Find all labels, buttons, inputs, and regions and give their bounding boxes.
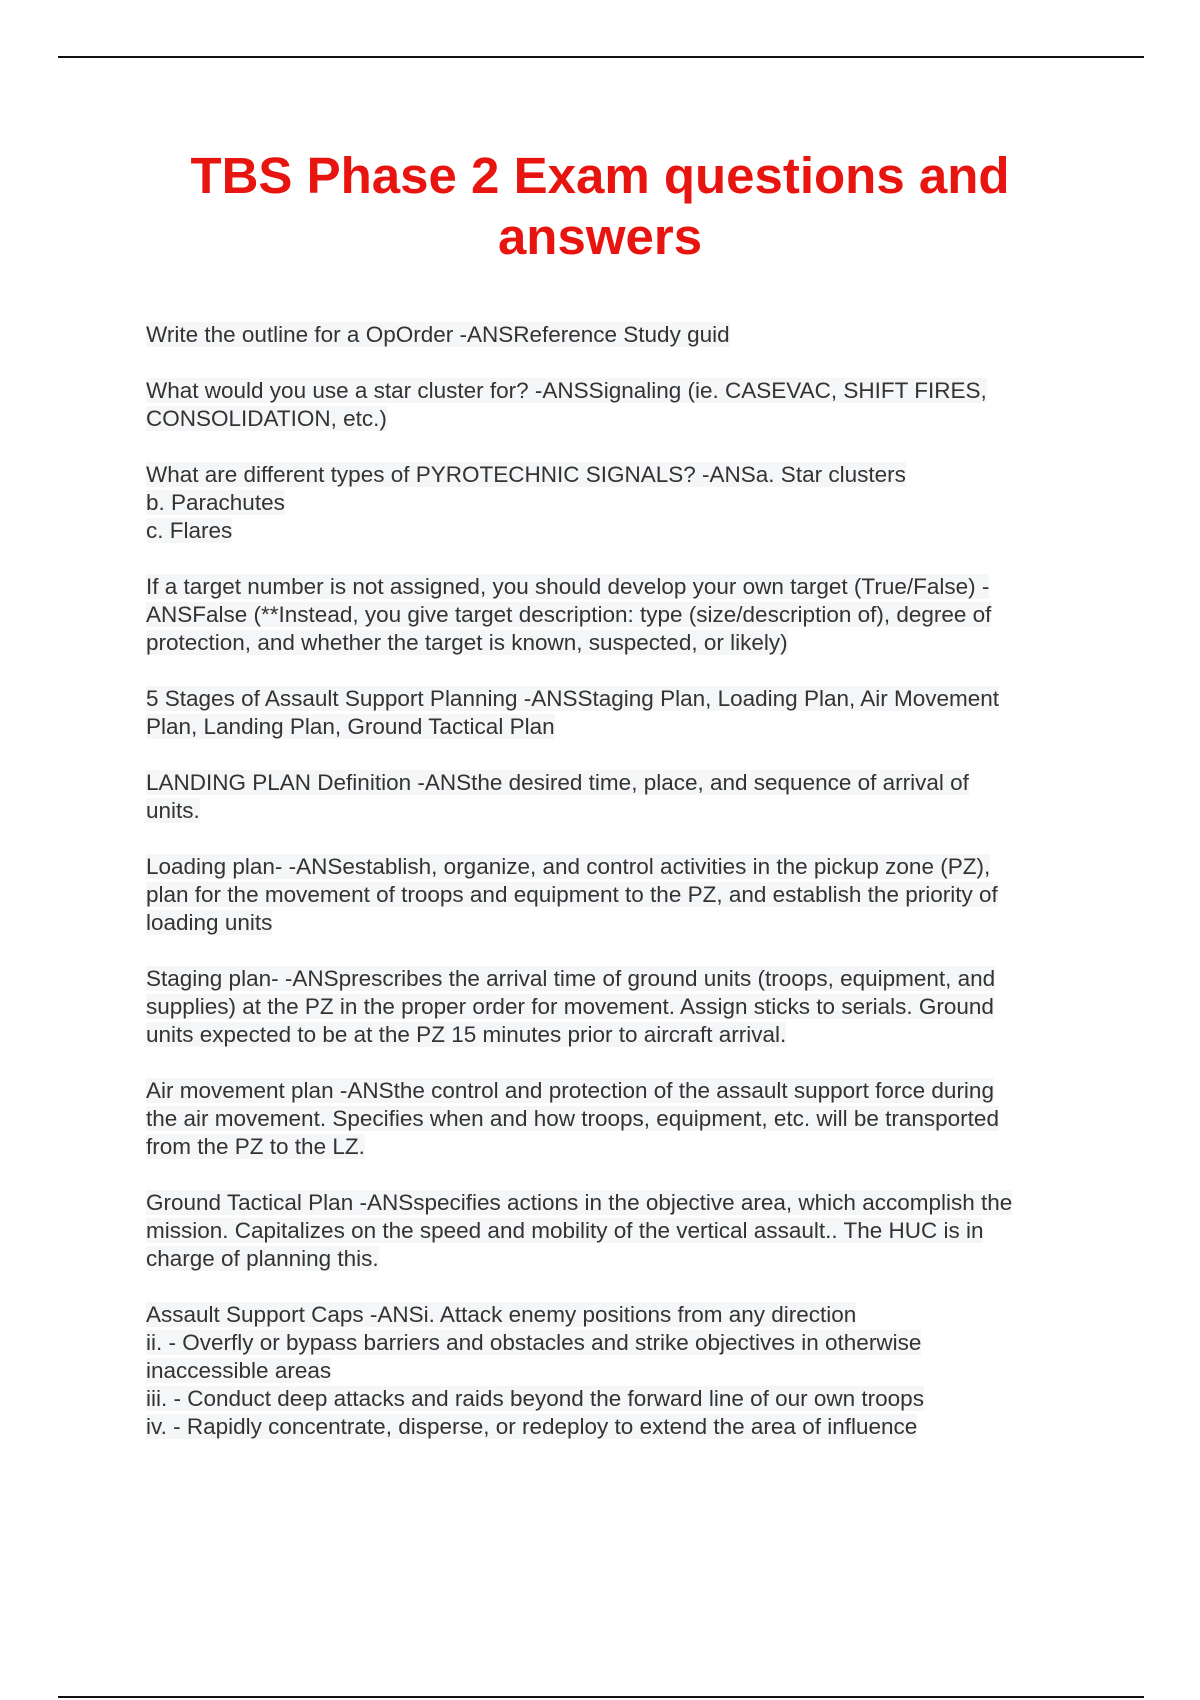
- qa-line: [146, 1385, 1086, 1413]
- qa-line-text: units expected to be at the PZ 15 minutes prior to aircraft arrival.: [146, 1022, 787, 1047]
- qa-line-text: CONSOLIDATION, etc.): [146, 406, 387, 431]
- qa-line-text: units.: [146, 798, 200, 823]
- qa-line-text: Loading plan- -ANSestablish, organize, and control activities in the pickup zone (PZ),: [146, 854, 991, 879]
- qa-line-text: ii. - Overfly or bypass barriers and obstacles and strike objectives in otherwise: [146, 1330, 922, 1355]
- qa-line-text: c. Flares: [146, 518, 233, 543]
- qa-item: [146, 853, 1086, 937]
- qa-line: [146, 1329, 1086, 1357]
- qa-line-text: Staging plan- -ANSprescribes the arrival time of ground units (troops, equipment, and: [146, 966, 996, 991]
- qa-line-text: What would you use a star cluster for? -ANSSignaling (ie. CASEVAC, SHIFT FIRES,: [146, 378, 987, 403]
- qa-line: [146, 377, 1086, 405]
- qa-line: [146, 1077, 1086, 1105]
- qa-line: [146, 1217, 1086, 1245]
- bottom-rule: [58, 1696, 1144, 1698]
- qa-line-text: iii. - Conduct deep attacks and raids beyond the forward line of our own troops: [146, 1386, 924, 1411]
- qa-line: [146, 1413, 1086, 1441]
- qa-line-text: Ground Tactical Plan -ANSspecifies actions in the objective area, which accomplish the: [146, 1190, 1013, 1215]
- qa-item: [146, 573, 1086, 657]
- qa-line: [146, 321, 1086, 349]
- qa-line-text: from the PZ to the LZ.: [146, 1134, 365, 1159]
- qa-line-text: 5 Stages of Assault Support Planning -ANSStaging Plan, Loading Plan, Air Movement: [146, 686, 1000, 711]
- qa-line-text: If a target number is not assigned, you should develop your own target (True/False) -: [146, 574, 990, 599]
- qa-line: [146, 1357, 1086, 1385]
- qa-line: [146, 797, 1086, 825]
- qa-line-text: supplies) at the PZ in the proper order for movement. Assign sticks to serials. Ground: [146, 994, 994, 1019]
- qa-line-text: charge of planning this.: [146, 1246, 379, 1271]
- qa-line: [146, 517, 1086, 545]
- qa-line-text: mission. Capitalizes on the speed and mobility of the vertical assault.. The HUC is in: [146, 1218, 984, 1243]
- qa-line: [146, 713, 1086, 741]
- qa-item: [146, 461, 1086, 545]
- qa-item: [146, 321, 1086, 349]
- qa-line: [146, 629, 1086, 657]
- top-rule: [58, 56, 1144, 58]
- qa-line-text: Write the outline for a OpOrder -ANSReference Study guid: [146, 322, 730, 347]
- qa-line: [146, 405, 1086, 433]
- qa-item: [146, 685, 1086, 741]
- qa-line: [146, 685, 1086, 713]
- qa-line-text: loading units: [146, 910, 273, 935]
- qa-line-text: Air movement plan -ANSthe control and protection of the assault support force during: [146, 1078, 994, 1103]
- qa-line-text: the air movement. Specifies when and how troops, equipment, etc. will be transported: [146, 1106, 999, 1131]
- qa-item: [146, 1301, 1086, 1441]
- qa-line: [146, 1105, 1086, 1133]
- qa-line-text: iv. - Rapidly concentrate, disperse, or redeploy to extend the area of influence: [146, 1414, 918, 1439]
- qa-line: [146, 601, 1086, 629]
- qa-line: [146, 853, 1086, 881]
- qa-line: [146, 909, 1086, 937]
- qa-list: [146, 321, 1086, 1469]
- qa-item: [146, 377, 1086, 433]
- qa-item: [146, 965, 1086, 1049]
- qa-line: [146, 489, 1086, 517]
- qa-line: [146, 1301, 1086, 1329]
- qa-line-text: b. Parachutes: [146, 490, 285, 515]
- qa-line-text: plan for the movement of troops and equipment to the PZ, and establish the priority of: [146, 882, 998, 907]
- qa-line: [146, 1133, 1086, 1161]
- qa-line: [146, 769, 1086, 797]
- qa-line-text: ANSFalse (**Instead, you give target description: type (size/description of), degree of: [146, 602, 992, 627]
- qa-item: [146, 1077, 1086, 1161]
- qa-line: [146, 461, 1086, 489]
- qa-line: [146, 993, 1086, 1021]
- qa-item: [146, 769, 1086, 825]
- document-title: TBS Phase 2 Exam questions and answers: [190, 147, 1010, 265]
- qa-line: [146, 881, 1086, 909]
- qa-line: [146, 573, 1086, 601]
- qa-line: [146, 1021, 1086, 1049]
- qa-line-text: inaccessible areas: [146, 1358, 332, 1383]
- qa-line: [146, 1245, 1086, 1273]
- qa-line: [146, 965, 1086, 993]
- qa-line-text: protection, and whether the target is known, suspected, or likely): [146, 630, 788, 655]
- qa-line-text: Plan, Landing Plan, Ground Tactical Plan: [146, 714, 555, 739]
- qa-line-text: What are different types of PYROTECHNIC SIGNALS? -ANSa. Star clusters: [146, 462, 906, 487]
- qa-line-text: LANDING PLAN Definition -ANSthe desired time, place, and sequence of arrival of: [146, 770, 969, 795]
- qa-item: [146, 1189, 1086, 1273]
- qa-line: [146, 1189, 1086, 1217]
- qa-line-text: Assault Support Caps -ANSi. Attack enemy positions from any direction: [146, 1302, 857, 1327]
